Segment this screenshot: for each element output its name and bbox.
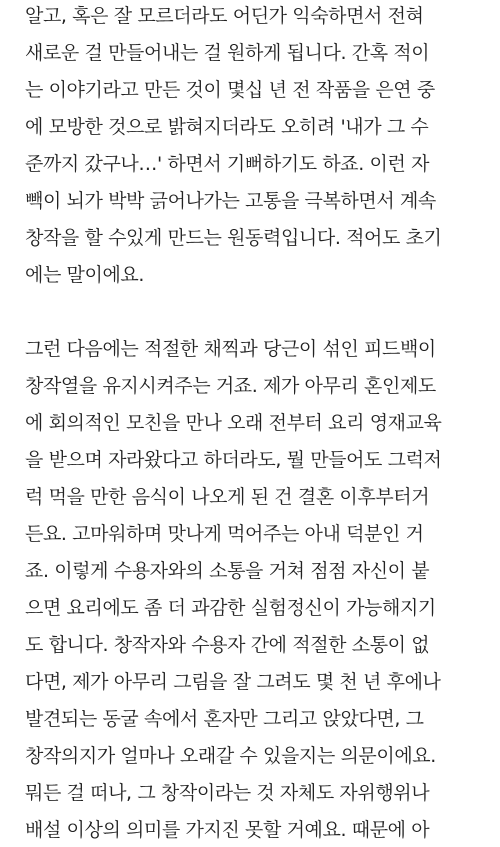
text-line: 그런 다음에는 적절한 채찍과 당근이 섞인 피드백이 <box>25 338 436 360</box>
text-line: 에는 말이에요. <box>25 264 145 286</box>
text-line: 을 받으며 자라왔다고 하더라도, 뭘 만들어도 그럭저 <box>25 449 442 471</box>
text-line: 빽이 뇌가 박박 긁어나가는 고통을 극복하면서 계속 <box>25 190 436 212</box>
text-line: 도 합니다. 창작자와 수용자 간에 적절한 소통이 없 <box>25 634 430 656</box>
text-line: 에 모방한 것으로 밝혀지더라도 오히려 '내가 그 수 <box>25 116 429 138</box>
text-line: 다면, 제가 아무리 그림을 잘 그려도 몇 천 년 후에나 <box>25 671 441 693</box>
text-line: 창작을 할 수있게 만드는 원동력입니다. 적어도 초기 <box>25 227 442 249</box>
text-line: 죠. 이렇게 수용자와의 소통을 거쳐 점점 자신이 붙 <box>25 560 430 582</box>
text-line: 에 회의적인 모친을 만나 오래 전부터 요리 영재교육 <box>25 412 442 434</box>
text-line: 는 이야기라고 만든 것이 몇십 년 전 작품을 은연 중 <box>25 79 435 101</box>
text-line: 새로운 걸 만들어내는 걸 원하게 됩니다. 간혹 적이 <box>25 42 430 64</box>
text-line: 창작열을 유지시켜주는 거죠. 제가 아무리 혼인제도 <box>25 375 436 397</box>
text-line: 발견되는 동굴 속에서 혼자만 그리고 앉았다면, 그 <box>25 708 424 730</box>
text-line: 으면 요리에도 좀 더 과감한 실험정신이 가능해지기 <box>25 597 436 619</box>
text-line: 창작의지가 얼마나 오래갈 수 있을지는 의문이에요. <box>25 745 436 767</box>
text-line: 알고, 혹은 잘 모르더라도 어딘가 익숙하면서 전혀 <box>25 5 424 27</box>
text-line: 럭 먹을 만한 음식이 나오게 된 건 결혼 이후부터거 <box>25 486 430 508</box>
text-line: 든요. 고마워하며 맛나게 먹어주는 아내 덕분인 거 <box>25 523 424 545</box>
text-line: 준까지 갔구나…' 하면서 기뻐하기도 하죠. 이런 자 <box>25 153 430 175</box>
text-line: 배설 이상의 의미를 가지진 못할 거예요. 때문에 아 <box>25 819 430 841</box>
text-line: 뭐든 걸 떠나, 그 창작이라는 것 자체도 자위행위나 <box>25 782 430 804</box>
